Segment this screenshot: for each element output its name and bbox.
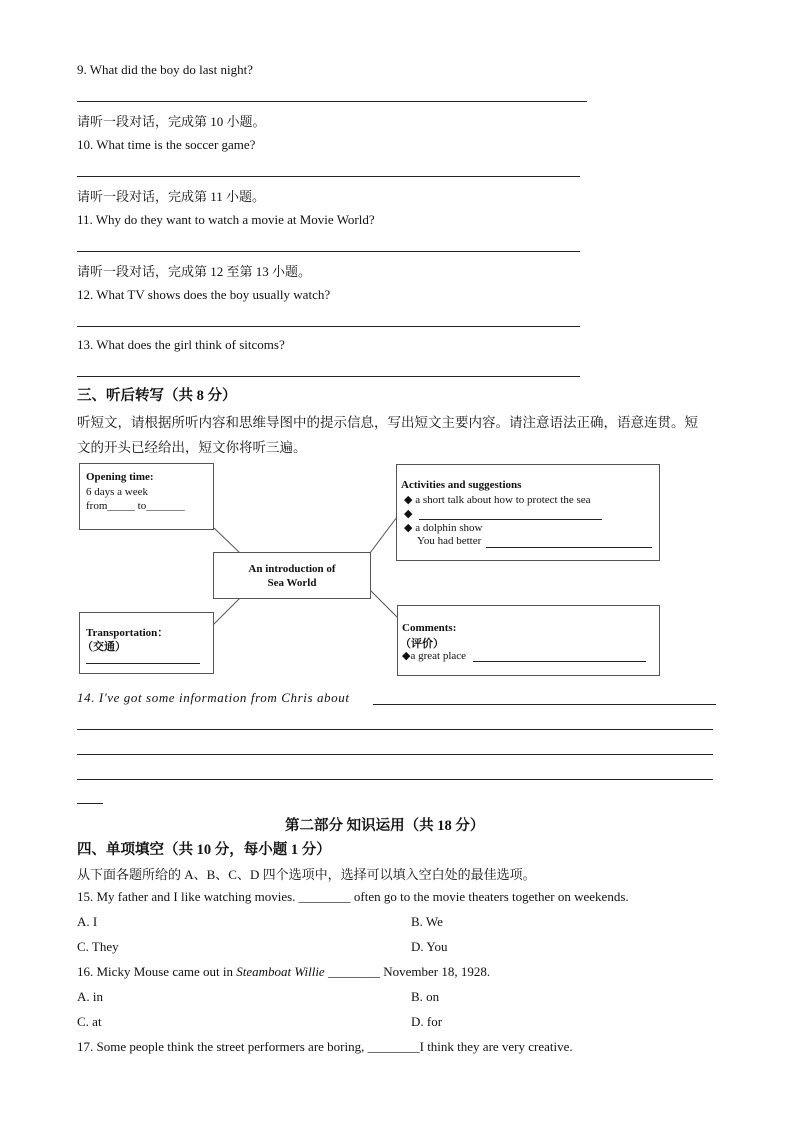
activity-item-2-blank[interactable] <box>419 519 602 520</box>
opening-time-title: Opening time: <box>86 471 154 483</box>
opening-time-hours: from_____ to_______ <box>86 500 185 512</box>
section-4-instruction: 从下面各题所给的 A、B、C、D 四个选项中，选择可以填入空白处的最佳选项。 <box>77 867 536 882</box>
instruction-q10: 请听一段对话，完成第 10 小题。 <box>77 114 266 129</box>
answer-line-14-4[interactable] <box>77 779 713 780</box>
question-13: 13. What does the girl think of sitcoms? <box>77 337 285 352</box>
section-3-instruction-line2: 文的开头已经给出，短文你将听三遍。 <box>77 440 307 455</box>
q16-option-a[interactable]: A. in <box>77 989 103 1004</box>
comments-title: Comments: <box>402 622 457 634</box>
opening-time-box <box>79 463 214 530</box>
question-16-film-title: Steamboat Willie <box>236 964 325 979</box>
part-2-title: 第二部分 知识运用（共 18 分） <box>285 818 485 834</box>
bullet-icon: ◆ <box>404 508 413 520</box>
q15-option-c[interactable]: C. They <box>77 939 119 954</box>
transportation-subtitle: （交通） <box>82 641 126 653</box>
question-11: 11. Why do they want to watch a movie at Movie World? <box>77 212 375 227</box>
activity-item-1 <box>404 493 591 506</box>
activity-item-3-text: a dolphin show <box>415 522 483 534</box>
q16-option-c[interactable]: C. at <box>77 1014 102 1029</box>
q15-option-b[interactable]: B. We <box>411 914 443 929</box>
comments-item: ◆a great place <box>402 650 467 662</box>
instruction-q12-13: 请听一段对话，完成第 12 至第 13 小题。 <box>77 264 312 279</box>
section-3-heading: 三、听后转写（共 8 分） <box>77 388 237 404</box>
q16-option-d[interactable]: D. for <box>411 1014 443 1029</box>
answer-line-14-3[interactable] <box>77 754 713 755</box>
q15-option-d[interactable]: D. You <box>411 939 448 954</box>
activity-item-1-text: a short talk about how to protect the sea <box>415 494 591 506</box>
activities-title: Activities and suggestions <box>401 479 522 491</box>
activities-box <box>396 464 660 561</box>
center-topic-box <box>213 552 371 599</box>
center-topic-line2: Sea World <box>267 577 317 589</box>
q16-option-b[interactable]: B. on <box>411 989 440 1004</box>
center-topic-line1: An introduction of <box>248 563 336 575</box>
opening-time-days: 6 days a week <box>86 486 149 498</box>
q15-option-a[interactable]: A. I <box>77 914 98 929</box>
question-16 <box>77 964 490 980</box>
activity-item-3 <box>404 521 482 534</box>
question-16-stem-start: 16. Micky Mouse came out in <box>77 964 237 979</box>
comments-box <box>397 605 660 676</box>
comments-subtitle: （评价） <box>400 638 444 650</box>
section-3-instruction-line1: 听短文，请根据所听内容和思维导图中的提示信息，写出短文主要内容。请注意语法正确，语意连贯。短 <box>77 415 698 430</box>
question-17: 17. Some people think the street performers are boring, ________I think they are very creative. <box>77 1039 573 1054</box>
question-16-stem-end: ________ November 18, 1928. <box>324 964 491 979</box>
activity-item-2 <box>404 507 412 520</box>
question-15: 15. My father and I like watching movies. ________ often go to the movie theaters together on weekends. <box>77 889 629 904</box>
instruction-q11: 请听一段对话，完成第 11 小题。 <box>77 189 266 204</box>
transportation-blank[interactable] <box>86 663 200 664</box>
comments-blank[interactable] <box>473 661 646 662</box>
transportation-box <box>79 612 214 674</box>
question-9: 9. What did the boy do last night? <box>77 62 253 77</box>
answer-line-14-2[interactable] <box>77 729 713 730</box>
question-14-prompt: 14. I've got some information from Chris about <box>77 690 350 705</box>
section-4-heading: 四、单项填空（共 10 分，每小题 1 分） <box>77 842 331 858</box>
answer-line-14-1[interactable] <box>373 704 716 705</box>
transportation-title: Transportation： <box>86 627 169 639</box>
activity-suggestion: You had better <box>417 535 482 547</box>
bullet-icon: ◆ <box>404 522 413 534</box>
bullet-icon: ◆ <box>404 494 413 506</box>
activity-suggestion-blank[interactable] <box>486 547 652 548</box>
question-12: 12. What TV shows does the boy usually watch? <box>77 287 331 302</box>
question-10: 10. What time is the soccer game? <box>77 137 256 152</box>
answer-line-14-5[interactable] <box>77 803 103 804</box>
